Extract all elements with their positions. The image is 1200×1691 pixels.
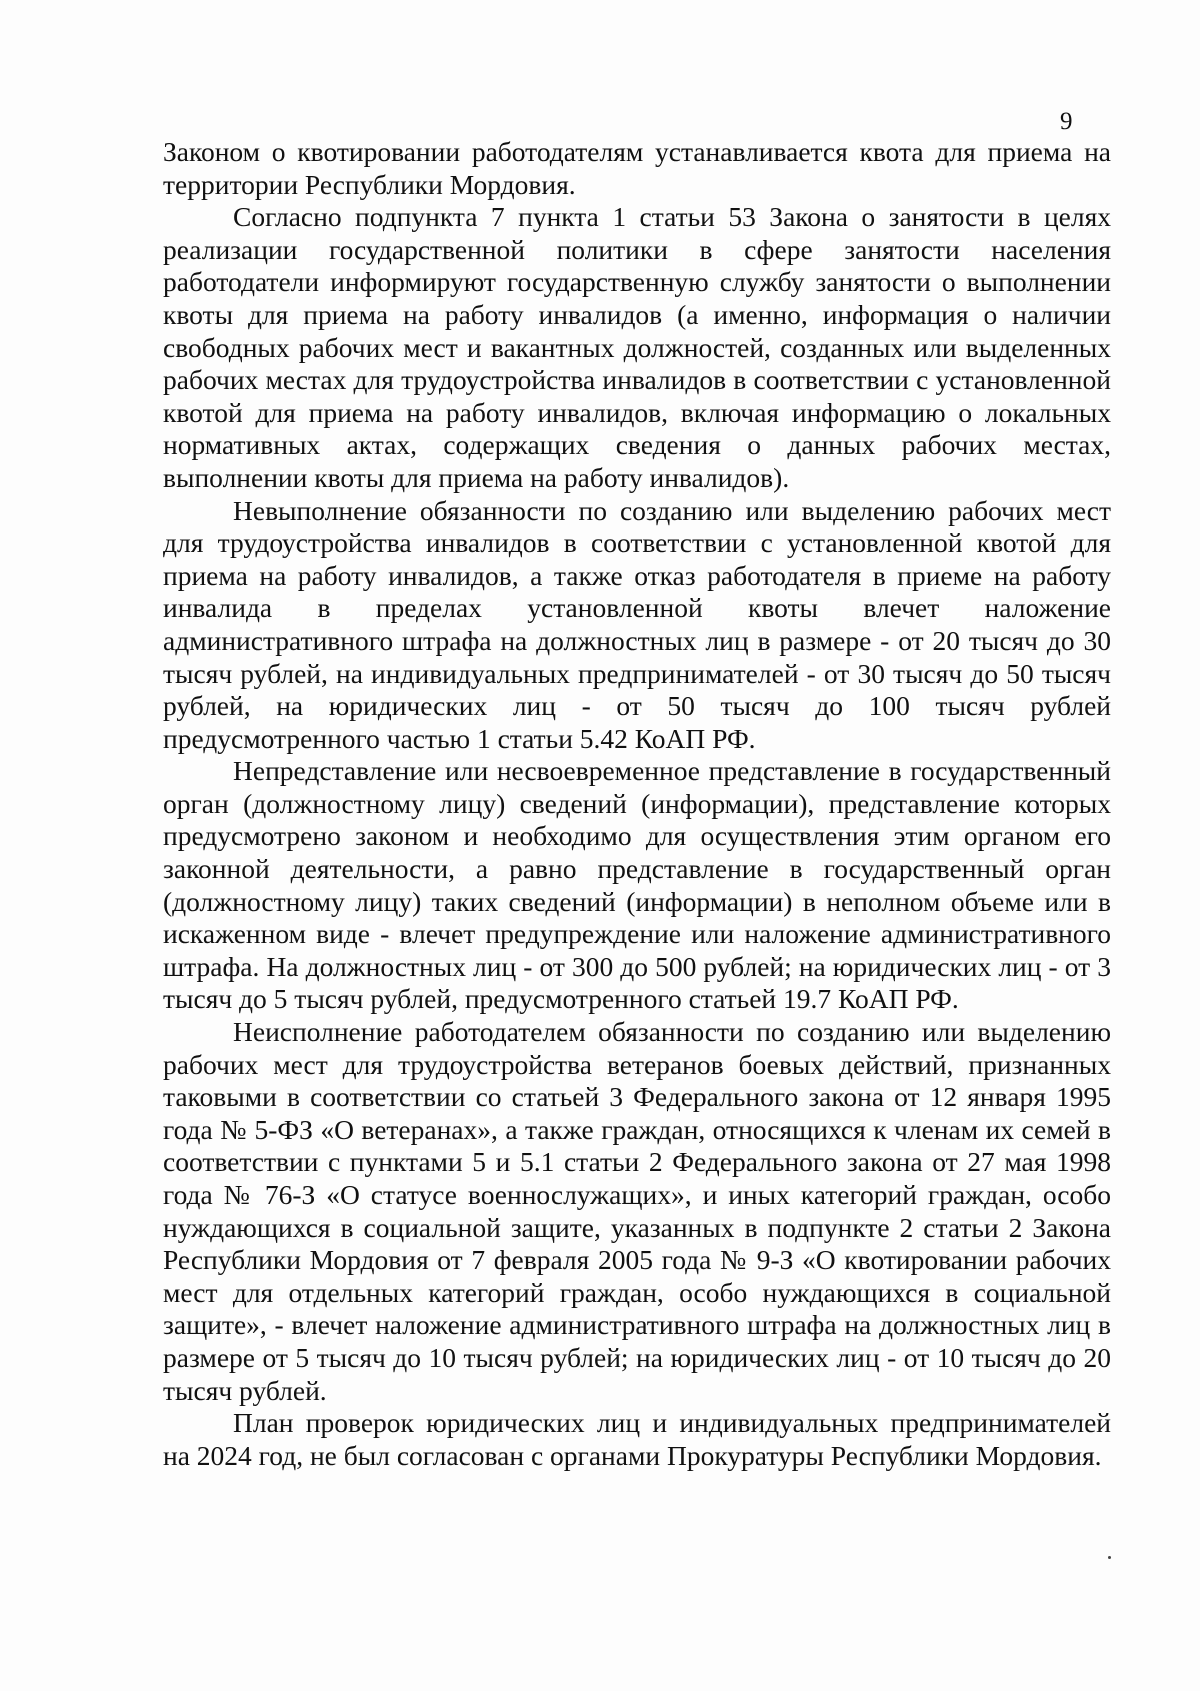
- paragraph-6: План проверок юридических лиц и индивидуальных предпринимателей на 2024 год, не был согласован с органами Прокуратуры Республики Мордовия.: [163, 1407, 1111, 1471]
- paragraph-5: Неисполнение работодателем обязанности по созданию или выделению рабочих мест для трудоустройства ветеранов боевых действий, признанных таковыми в соответствии со статьей 3 Федерального закона от 12 января 1995 года № 5-ФЗ «О ветеранах», а также граждан, относящихся к членам их семей в соответствии с пунктами 5 и 5.1 статьи 2 Федерального закона от 27 мая 1998 года № 76-З «О статусе военнослужащих», и иных категорий граждан, особо нуждающихся в социальной защите, указанных в подпункте 2 статьи 2 Закона Республики Мордовия от 7 февраля 2005 года № 9-З «О квотировании рабочих мест для отдельных категорий граждан, особо нуждающихся в социальной защите», - влечет наложение административного штрафа на должностных лиц в размере от 5 тысяч до 10 тысяч рублей; на юридических лиц - от 10 тысяч до 20 тысяч рублей.: [163, 1016, 1111, 1406]
- paragraph-2: Согласно подпункта 7 пункта 1 статьи 53 Закона о занятости в целях реализации государственной политики в сфере занятости населения работодатели информируют государственную службу занятости о выполнении квоты для приема на работу инвалидов (а именно, информация о наличии свободных рабочих мест и вакантных должностей, созданных или выделенных рабочих местах для трудоустройства инвалидов в соответствии с установленной квотой для приема на работу инвалидов, включая информацию о локальных нормативных актах, содержащих сведения о данных рабочих местах, выполнении квоты для приема на работу инвалидов).: [163, 201, 1111, 493]
- paragraph-3: Невыполнение обязанности по созданию или выделению рабочих мест для трудоустройства инвалидов в соответствии с установленной квотой для приема на работу инвалидов, а также отказ работодателя в приеме на работу инвалида в пределах установленной квоты влечет наложение административного штрафа на должностных лиц в размере - от 20 тысяч до 30 тысяч рублей, на индивидуальных предпринимателей - от 30 тысяч до 50 тысяч рублей, на юридических лиц - от 50 тысяч до 100 тысяч рублей предусмотренного частью 1 статьи 5.42 КоАП РФ.: [163, 494, 1111, 754]
- scan-dot-mark: [1108, 1556, 1111, 1559]
- page-number: 9: [1060, 108, 1073, 135]
- paragraph-4: Непредставление или несвоевременное представление в государственный орган (должностному лицу) сведений (информации), представление которых предусмотрено законом и необходимо для осуществления этим органом его законной деятельности, а равно представление в государственный орган (должностному лицу) таких сведений (информации) в неполном объеме или в искаженном виде - влечет предупреждение или наложение административного штрафа. На должностных лиц - от 300 до 500 рублей; на юридических лиц - от 3 тысяч до 5 тысяч рублей, предусмотренного статьей 19.7 КоАП РФ.: [163, 755, 1111, 1015]
- paragraph-1: Законом о квотировании работодателям устанавливается квота для приема на территории Республики Мордовия.: [163, 136, 1111, 200]
- document-body: [163, 136, 1111, 1472]
